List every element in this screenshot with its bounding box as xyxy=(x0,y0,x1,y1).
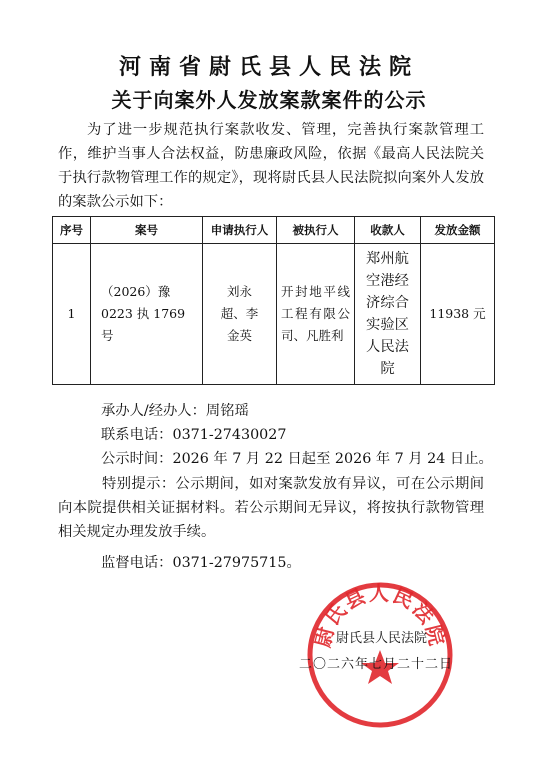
table-header-row xyxy=(53,217,495,244)
intro-paragraph: 为了进一步规范执行案款收发、管理，完善执行案款管理工作，维护当事人合法权益，防患廉政风险，依据《最高人民法院关于执行款物管理工作的规定》，现将尉氏县人民法院拟向案外人发放的案款公示如下： xyxy=(58,122,484,210)
case-table xyxy=(52,216,495,385)
cell-payee-text: 郑州航空港经济综合实验区人民法院 xyxy=(366,251,409,377)
header-amount: 发放金额 xyxy=(421,217,495,244)
header-no: 序号 xyxy=(53,217,91,244)
header-payee: 收款人 xyxy=(355,217,421,244)
cell-no-text: 1 xyxy=(67,306,76,321)
notice-period-line: 公示时间：2026 年 7 月 22 日起至 2026 年 7 月 24 日止。 xyxy=(101,451,493,467)
header-respondent: 被执行人 xyxy=(277,217,355,244)
contact-phone-line: 联系电话：0371-27430027 xyxy=(101,427,287,443)
court-name-heading: 河南省尉氏县人民法院 xyxy=(118,55,419,80)
table-row xyxy=(53,244,495,385)
header-case-number: 案号 xyxy=(91,217,203,244)
notice-title: 关于向案外人发放案款案件的公示 xyxy=(111,88,427,112)
cell-amount xyxy=(421,244,495,385)
cell-applicant-text: 刘永超、李金英 xyxy=(220,284,259,343)
signature-date: 二〇二六年七月二十二日 xyxy=(299,657,454,672)
handler-line: 承办人/经办人：周铭瑶 xyxy=(101,403,249,419)
cell-applicant xyxy=(203,244,277,385)
header-applicant: 申请执行人 xyxy=(203,217,277,244)
cell-amount-text: 11938 元 xyxy=(429,306,486,321)
cell-no xyxy=(53,244,91,385)
cell-respondent xyxy=(277,244,355,385)
cell-case-number-text: （2026）豫 0223 执 1769 号 xyxy=(101,284,186,343)
cell-respondent-text: 开封地平线工程有限公司、凡胜利 xyxy=(281,284,350,343)
supervision-phone-line: 监督电话：0371-27975715。 xyxy=(101,555,301,571)
cell-payee xyxy=(355,244,421,385)
special-notice-paragraph: 特别提示：公示期间，如对案款发放有异议，可在公示期间向本院提供相关证据材料。若公示期间无异议，将按执行款物管理相关规定办理发放手续。 xyxy=(58,476,484,540)
signature-court: 尉氏县人民法院 xyxy=(336,631,428,646)
cell-case-number xyxy=(91,244,203,385)
seal-text: 尉氏县人民法院 xyxy=(310,581,450,650)
